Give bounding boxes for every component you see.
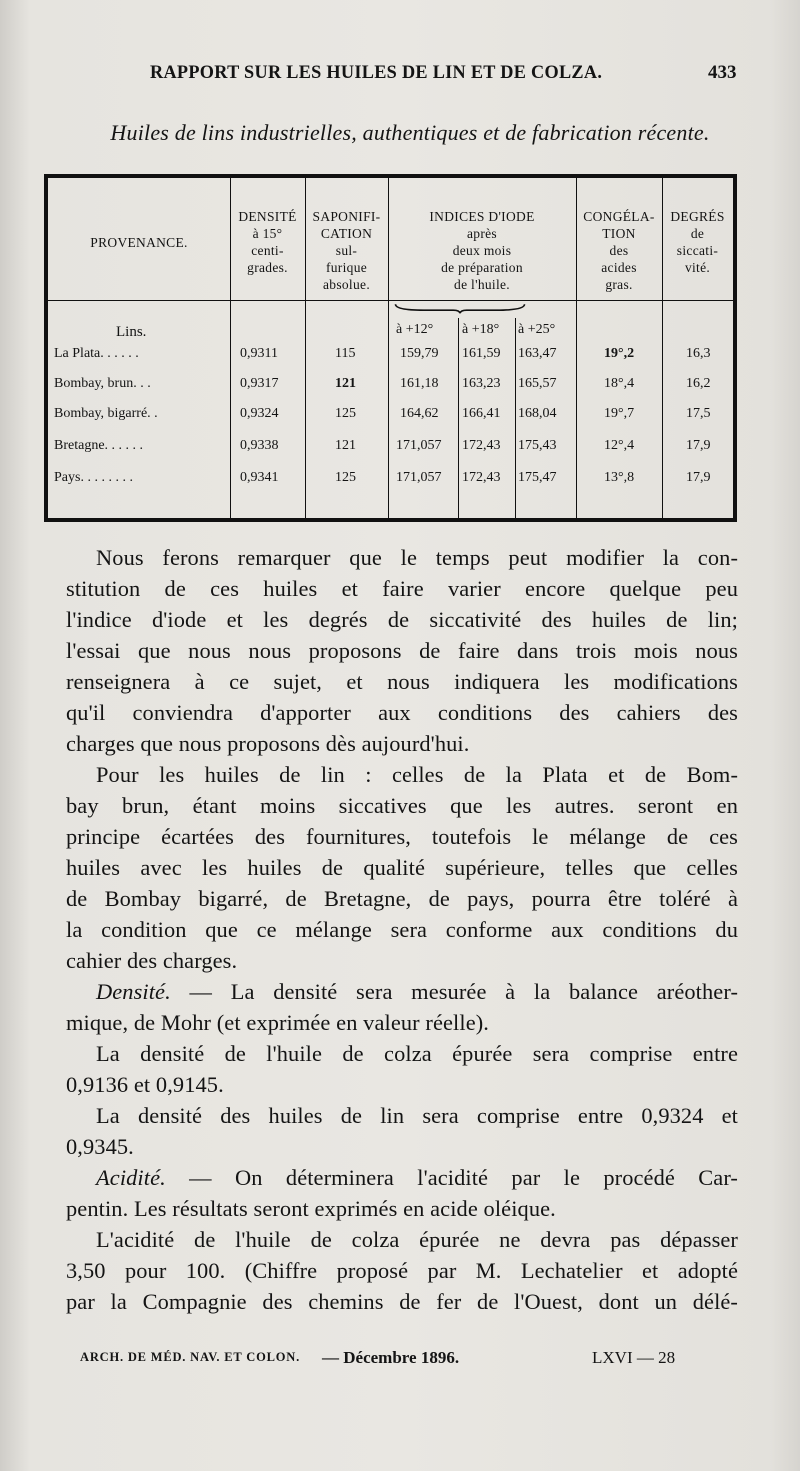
group-label-lins: Lins. <box>116 324 147 340</box>
footer-date: — Décembre 1896. <box>322 1348 460 1367</box>
cell-saponification: 121 <box>335 438 356 453</box>
text-line: qu'il conviendra d'apporter aux conditions des cahiers des <box>66 700 738 725</box>
brace-decoration <box>394 300 572 316</box>
header-provenance: PROVENANCE. <box>90 235 188 250</box>
cell-iode-25: 165,57 <box>518 376 557 391</box>
text-line: 0,9136 et 0,9145. <box>66 1072 224 1097</box>
text-fragment: — La densité sera mesurée à la balance aréother- <box>170 979 738 1004</box>
cell-densite: 0,9324 <box>240 406 279 421</box>
cell-saponification: 125 <box>335 406 356 421</box>
running-title: RAPPORT SUR LES HUILES DE LIN ET DE COLZA. <box>150 62 603 83</box>
body-text <box>66 542 738 1317</box>
cell-iode-25: 175,43 <box>518 438 557 453</box>
cell-congelation: 12°,4 <box>604 438 635 453</box>
term-densite: Densité. <box>96 979 171 1004</box>
text-line: mique, de Mohr (et exprimée en valeur réelle). <box>66 1010 489 1035</box>
cell-degres: 16,2 <box>686 376 711 391</box>
cell-provenance: La Plata. . . . . . <box>54 346 139 361</box>
subheader-18: à +18° <box>462 322 500 337</box>
cell-iode-18: 163,23 <box>462 376 501 391</box>
text-line: la condition que ce mélange sera conforme aux conditions du <box>66 917 738 942</box>
header-congelation: CONGÉLA- TION des acides gras. <box>583 209 655 292</box>
footer-volume: LXVI — 28 <box>592 1348 676 1367</box>
cell-congelation: 19°,2 <box>604 346 635 361</box>
subheader-25: à +25° <box>518 322 556 337</box>
cell-iode-12: 159,79 <box>400 346 439 361</box>
text-line: 0,9345. <box>66 1134 134 1159</box>
cell-saponification: 125 <box>335 470 356 485</box>
text-line: par la Compagnie des chemins de fer de l'Ouest, dont un délé- <box>66 1289 738 1314</box>
cell-densite: 0,9311 <box>240 346 278 361</box>
text-line: charges que nous proposons dès aujourd'hui. <box>66 731 470 756</box>
cell-iode-18: 161,59 <box>462 346 501 361</box>
cell-densite: 0,9338 <box>240 438 279 453</box>
data-table <box>44 174 737 522</box>
text-line <box>66 1162 738 1193</box>
table-row <box>48 376 733 406</box>
cell-iode-18: 172,43 <box>462 470 501 485</box>
cell-provenance: Pays. . . . . . . . <box>54 470 133 485</box>
cell-iode-12: 161,18 <box>400 376 439 391</box>
table-row <box>48 438 733 468</box>
cell-provenance: Bretagne. . . . . . <box>54 438 144 453</box>
cell-congelation: 13°,8 <box>604 470 635 485</box>
cell-iode-12: 171,057 <box>396 438 442 453</box>
cell-degres: 16,3 <box>686 346 711 361</box>
cell-densite: 0,9341 <box>240 470 279 485</box>
cell-iode-18: 172,43 <box>462 438 501 453</box>
text-fragment: — On déterminera l'acidité par le procédé Car- <box>165 1165 738 1190</box>
text-line <box>66 976 738 1007</box>
text-line: 3,50 pour 100. (Chiffre proposé par M. Lechatelier et adopté <box>66 1258 738 1283</box>
cell-iode-25: 175,47 <box>518 470 557 485</box>
cell-degres: 17,5 <box>686 406 711 421</box>
text-line: renseignera à ce sujet, et nous indiquera les modifications <box>66 669 738 694</box>
footer-journal: ARCH. DE MÉD. NAV. ET COLON. <box>80 1350 301 1364</box>
header-densite: DENSITÉ à 15° centi- grades. <box>238 209 297 275</box>
page-number: 433 <box>708 62 737 83</box>
cell-congelation: 18°,4 <box>604 376 635 391</box>
running-head <box>0 62 800 102</box>
cell-saponification: 115 <box>335 346 356 361</box>
text-line: Pour les huiles de lin : celles de la Plata et de Bom- <box>96 762 738 787</box>
cell-iode-25: 168,04 <box>518 406 557 421</box>
table-row <box>48 406 733 436</box>
table-row <box>48 346 733 376</box>
cell-saponification: 121 <box>335 376 356 391</box>
term-acidite: Acidité. <box>96 1165 166 1190</box>
header-degres: DEGRÉS de siccati- vité. <box>670 209 725 275</box>
text-line: La densité de l'huile de colza épurée sera comprise entre <box>96 1041 738 1066</box>
cell-provenance: Bombay, brun. . . <box>54 376 151 391</box>
cell-densite: 0,9317 <box>240 376 279 391</box>
text-line: La densité des huiles de lin sera comprise entre 0,9324 et <box>96 1103 738 1128</box>
table-caption: Huiles de lins industrielles, authentiques et de fabrication récente. <box>110 120 710 145</box>
cell-iode-18: 166,41 <box>462 406 501 421</box>
cell-iode-12: 164,62 <box>400 406 439 421</box>
text-line: de Bombay bigarré, de Bretagne, de pays, pourra être toléré à <box>66 886 738 911</box>
text-line: principe écartées des fournitures, toutefois le mélange de ces <box>66 824 738 849</box>
cell-iode-25: 163,47 <box>518 346 557 361</box>
text-line: pentin. Les résultats seront exprimés en acide oléique. <box>66 1196 556 1221</box>
text-line: stitution de ces huiles et faire varier encore quelque peu <box>66 576 738 601</box>
text-line: L'acidité de l'huile de colza épurée ne devra pas dépasser <box>96 1227 738 1252</box>
header-saponification: SAPONIFI- CATION sul- furique absolue. <box>312 209 381 292</box>
cell-degres: 17,9 <box>686 470 711 485</box>
text-line: bay brun, étant moins siccatives que les autres. seront en <box>66 793 738 818</box>
cell-provenance: Bombay, bigarré. . <box>54 406 158 421</box>
text-line: cahier des charges. <box>66 948 238 973</box>
text-line: l'indice d'iode et les degrés de siccativité des huiles de lin; <box>66 607 738 632</box>
cell-degres: 17,9 <box>686 438 711 453</box>
text-line: Nous ferons remarquer que le temps peut modifier la con- <box>96 545 738 570</box>
subheader-12: à +12° <box>396 322 434 337</box>
header-indices-iode: INDICES D'IODE après deux mois de préparation de l'huile. <box>429 209 535 292</box>
cell-congelation: 19°,7 <box>604 406 635 421</box>
text-line: huiles avec les huiles de qualité supérieure, telles que celles <box>66 855 738 880</box>
text-line: l'essai que nous nous proposons de faire dans trois mois nous <box>66 638 738 663</box>
table-row <box>48 470 733 500</box>
cell-iode-12: 171,057 <box>396 470 442 485</box>
